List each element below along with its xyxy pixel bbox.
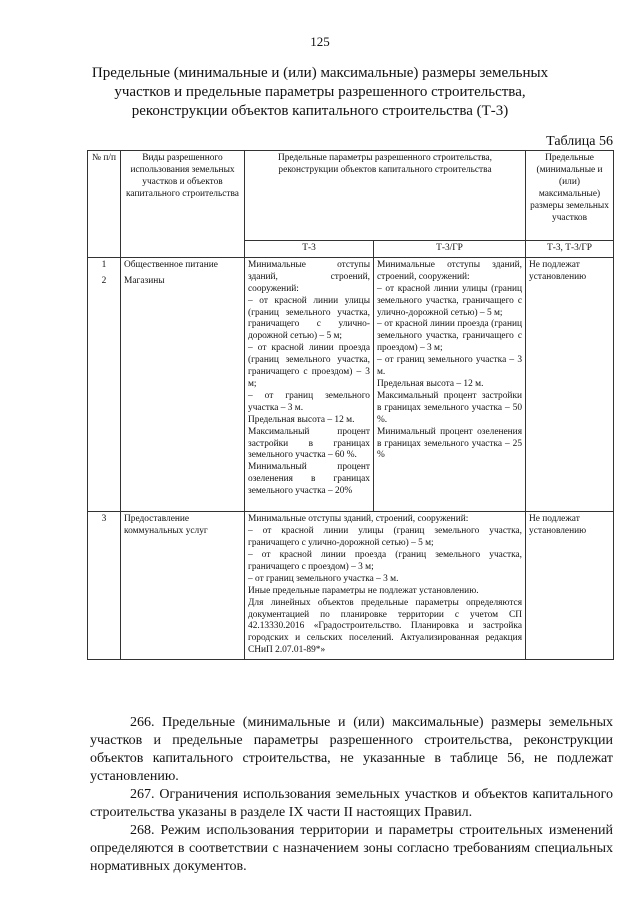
table-row: [88, 512, 614, 660]
params-common: Минимальные отступы зданий, строений, сооружений: – от красной линии улицы (границ земельного участка, граничащего с улично-дорожной сетью) – 5 м; – от красной линии проезда (границ земельного участка, граничащего с проездом) – 3 м; – от границ земельного участка – 3 м. Иные предельные параметры не подлежат установлению. Для линейных объектов предельные параметры определяются документацией по планировке территории с учетом СП 42.13330.2016 «Градостроительство. Планировка и застройка городских и сельских поселений. Актуализированная редакция СНиП 2.07.01-89*»: [245, 512, 526, 660]
title-line: участков и предельные параметры разрешенного строительства,: [114, 84, 526, 100]
row-use: Общественное питание: [121, 257, 245, 273]
parameters-table: [87, 150, 614, 660]
row-use: Магазины: [121, 274, 245, 512]
table-header-row: [88, 151, 614, 241]
document-title: [90, 64, 550, 121]
row-num: 1: [88, 257, 121, 273]
zone-code: Т-3, Т-3/ГР: [526, 241, 614, 258]
title-line: Предельные (минимальные и (или) максимальные) размеры земельных: [91, 65, 549, 81]
row-use: Предоставление коммунальных услуг: [121, 512, 245, 660]
area-value: Не подлежат установлению: [526, 257, 614, 511]
title-line: реконструкции объектов капитального строительства (Т-3): [131, 103, 509, 119]
header-params: Предельные параметры разрешенного строительства, реконструкции объектов капитального строительства: [245, 151, 526, 241]
header-use: Виды разрешенного использования земельных участков и объектов капитального строительства: [121, 151, 245, 258]
header-area: Предельные (минимальные и (или) максимальные) размеры земельных участков: [526, 151, 614, 241]
paragraph-268: 268. Режим использования территории и параметры строительных изменений определяются в соответствии с назначением зоны согласно требованиям специальных нормативных документов.: [90, 823, 613, 874]
table-row: [88, 257, 614, 273]
header-num: № п/п: [88, 151, 121, 258]
table-caption: Таблица 56: [546, 134, 613, 149]
body-text: [90, 714, 613, 876]
area-value: Не подлежат установлению: [526, 512, 614, 660]
paragraph-266: 266. Предельные (минимальные и (или) максимальные) размеры земельных участков и предельные параметры разрешенного строительства, реконструкции объектов капитального строительства, не указанные в таблице 56, не подлежат установлению.: [90, 715, 613, 784]
paragraph-267: 267. Ограничения использования земельных участков и объектов капитального строительства указаны в разделе IX части II настоящих Правил.: [90, 787, 613, 820]
params-t3: Минимальные отступы зданий, строений, сооружений: – от красной линии улицы (границ земельного участка, граничащего с улично-дорожной сетью) – 5 м; – от красной линии проезда (границ земельного участка, граничащего с проездом) – 3 м; – от границ земельного участка – 3 м. Предельная высота – 12 м. Максимальный процент застройки в границах земельного участка – 60 %. Минимальный процент озеленения в границах земельного участка – 20%: [245, 257, 374, 511]
params-t3gr: Минимальные отступы зданий, строений, сооружений: – от красной линии улицы (границ земельного участка, граничащего с улично-дорожной сетью) – 5 м; – от красной линии проезда (границ земельного участка, граничащего с проездом) – 3 м; – от границ земельного участка – 3 м. Предельная высота – 12 м. Максимальный процент застройки в границах земельного участка – 50 %. Минимальный процент озеленения в границах земельного участка – 25 %: [374, 257, 526, 511]
page-number: 125: [310, 34, 330, 49]
row-num: 2: [88, 274, 121, 512]
row-num: 3: [88, 512, 121, 660]
zone-code: Т-3: [245, 241, 374, 258]
zone-code: Т-3/ГР: [374, 241, 526, 258]
